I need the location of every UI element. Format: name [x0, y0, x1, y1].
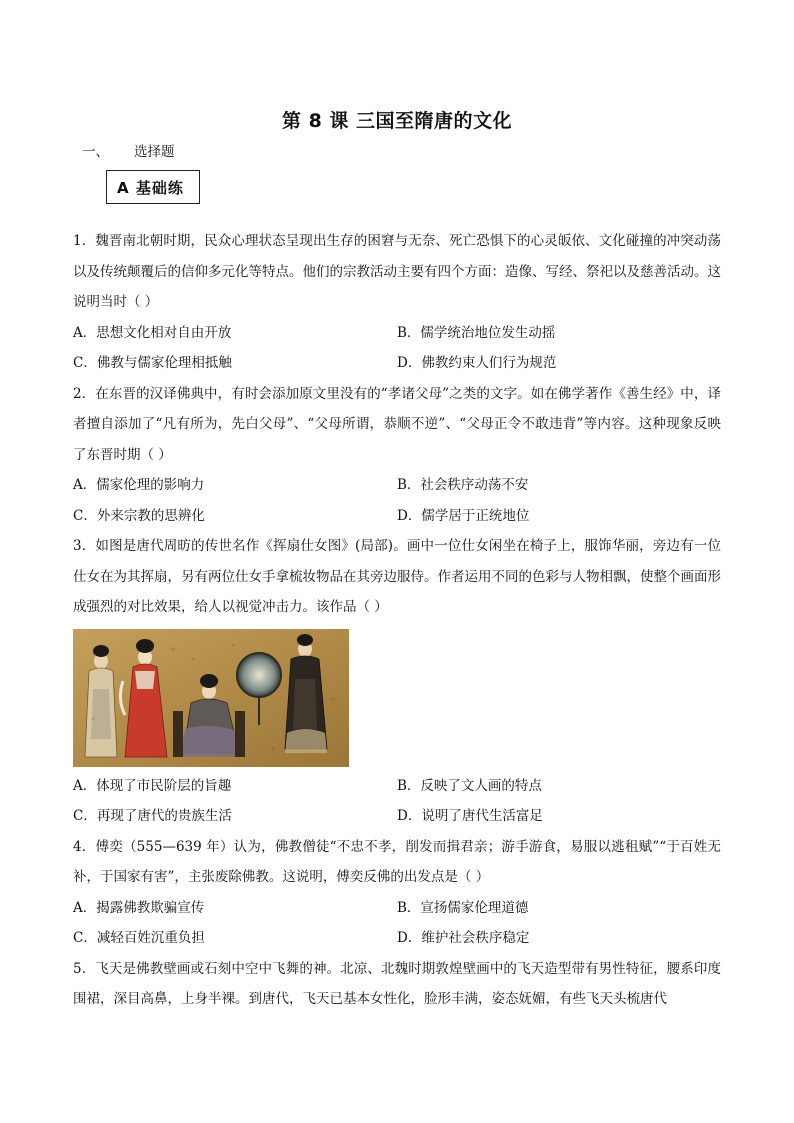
question-stem: 2．在东晋的汉译佛典中，有时会添加原文里没有的“孝诸父母”之类的文字。如在佛学著作《善生经》中，译者擅自添加了“凡有所为，先白父母”、“父母所谓，恭顺不逆”、“父母正令不敢违背”等内容。这种现象反映了东晋时期（ ） — [73, 385, 721, 463]
question-1 — [73, 226, 721, 379]
section-label: 选择题 — [134, 144, 175, 160]
badge-label: A 基础练 — [117, 178, 184, 197]
option-group — [73, 771, 721, 832]
option-d[interactable]: D．维护社会秩序稳定 — [397, 930, 530, 946]
question-stem: 3．如图是唐代周昉的传世名作《挥扇仕女图》(局部)。画中一位仕女闲坐在椅子上，服饰华丽，旁边有一位仕女在为其挥扇，另有两位仕女手拿梳妆物品在其旁边服侍。作者运用不同的色彩与人物相飘，使整个画面形成强烈的对比效果，给人以视觉冲击力。该作品（ ） — [73, 538, 721, 615]
painting-illustration — [73, 629, 349, 767]
question-2 — [73, 379, 721, 532]
question-4 — [73, 832, 721, 954]
question-list — [73, 226, 721, 1015]
page-title: 第 8 课 三国至隋唐的文化 — [281, 110, 513, 132]
question-stem: 5．飞天是佛教壁画或石刻中空中飞舞的神。北凉、北魏时期敦煌壁画中的飞天造型带有男性特征，腰系印度围裙，深目高鼻，上身半裸。到唐代，飞天已基本女性化，脸形丰满，姿态妩媚，有些飞天头梳唐代 — [73, 960, 721, 1007]
option-a[interactable]: A．揭露佛教欺骗宣传 — [73, 899, 205, 916]
option-group — [73, 318, 721, 379]
option-a[interactable]: A．体现了市民阶层的旨趣 — [73, 777, 232, 794]
question-stem: 4．傅奕（555—639 年）认为，佛教僧徒“不忠不孝，削发而揖君亲；游手游食，易服以逃租赋”“于百姓无补，于国家有害”，主张废除佛教。这说明，傅奕反佛的出发点是（ ） — [73, 838, 721, 885]
option-c[interactable]: C．外来宗教的思辨化 — [73, 507, 205, 524]
option-a[interactable]: A．思想文化相对自由开放 — [73, 324, 232, 341]
option-b[interactable]: B．反映了文人画的特点 — [397, 777, 542, 794]
section-heading — [82, 140, 175, 160]
section-number: 一、 — [82, 144, 109, 160]
option-b[interactable]: B．儒学统治地位发生动摇 — [397, 324, 556, 341]
option-d[interactable]: D．儒学居于正统地位 — [397, 507, 530, 524]
question-stem: 1．魏晋南北朝时期，民众心理状态呈现出生存的困窘与无奈、死亡恐惧下的心灵皈依、文化碰撞的冲突动荡以及传统颠覆后的信仰多元化等特点。他们的宗教活动主要有四个方面：造像、写经、祭祀以及慈善活动。这说明当时（ ） — [73, 233, 721, 310]
painting-image — [73, 629, 349, 767]
question-3 — [73, 531, 721, 832]
question-5 — [73, 954, 721, 1015]
option-d[interactable]: D．说明了唐代生活富足 — [397, 808, 543, 824]
option-group — [73, 893, 721, 954]
option-a[interactable]: A．儒家伦理的影响力 — [73, 477, 205, 493]
level-badge — [106, 170, 200, 204]
option-c[interactable]: C．减轻百姓沉重负担 — [73, 930, 205, 946]
option-b[interactable]: B．社会秩序动荡不安 — [397, 477, 529, 493]
option-c[interactable]: C．再现了唐代的贵族生活 — [73, 808, 232, 824]
option-b[interactable]: B．宣扬儒家伦理道德 — [397, 899, 529, 916]
option-c[interactable]: C．佛教与儒家伦理相抵触 — [73, 355, 232, 371]
option-d[interactable]: D．佛教约束人们行为规范 — [397, 355, 557, 371]
option-group — [73, 470, 721, 531]
